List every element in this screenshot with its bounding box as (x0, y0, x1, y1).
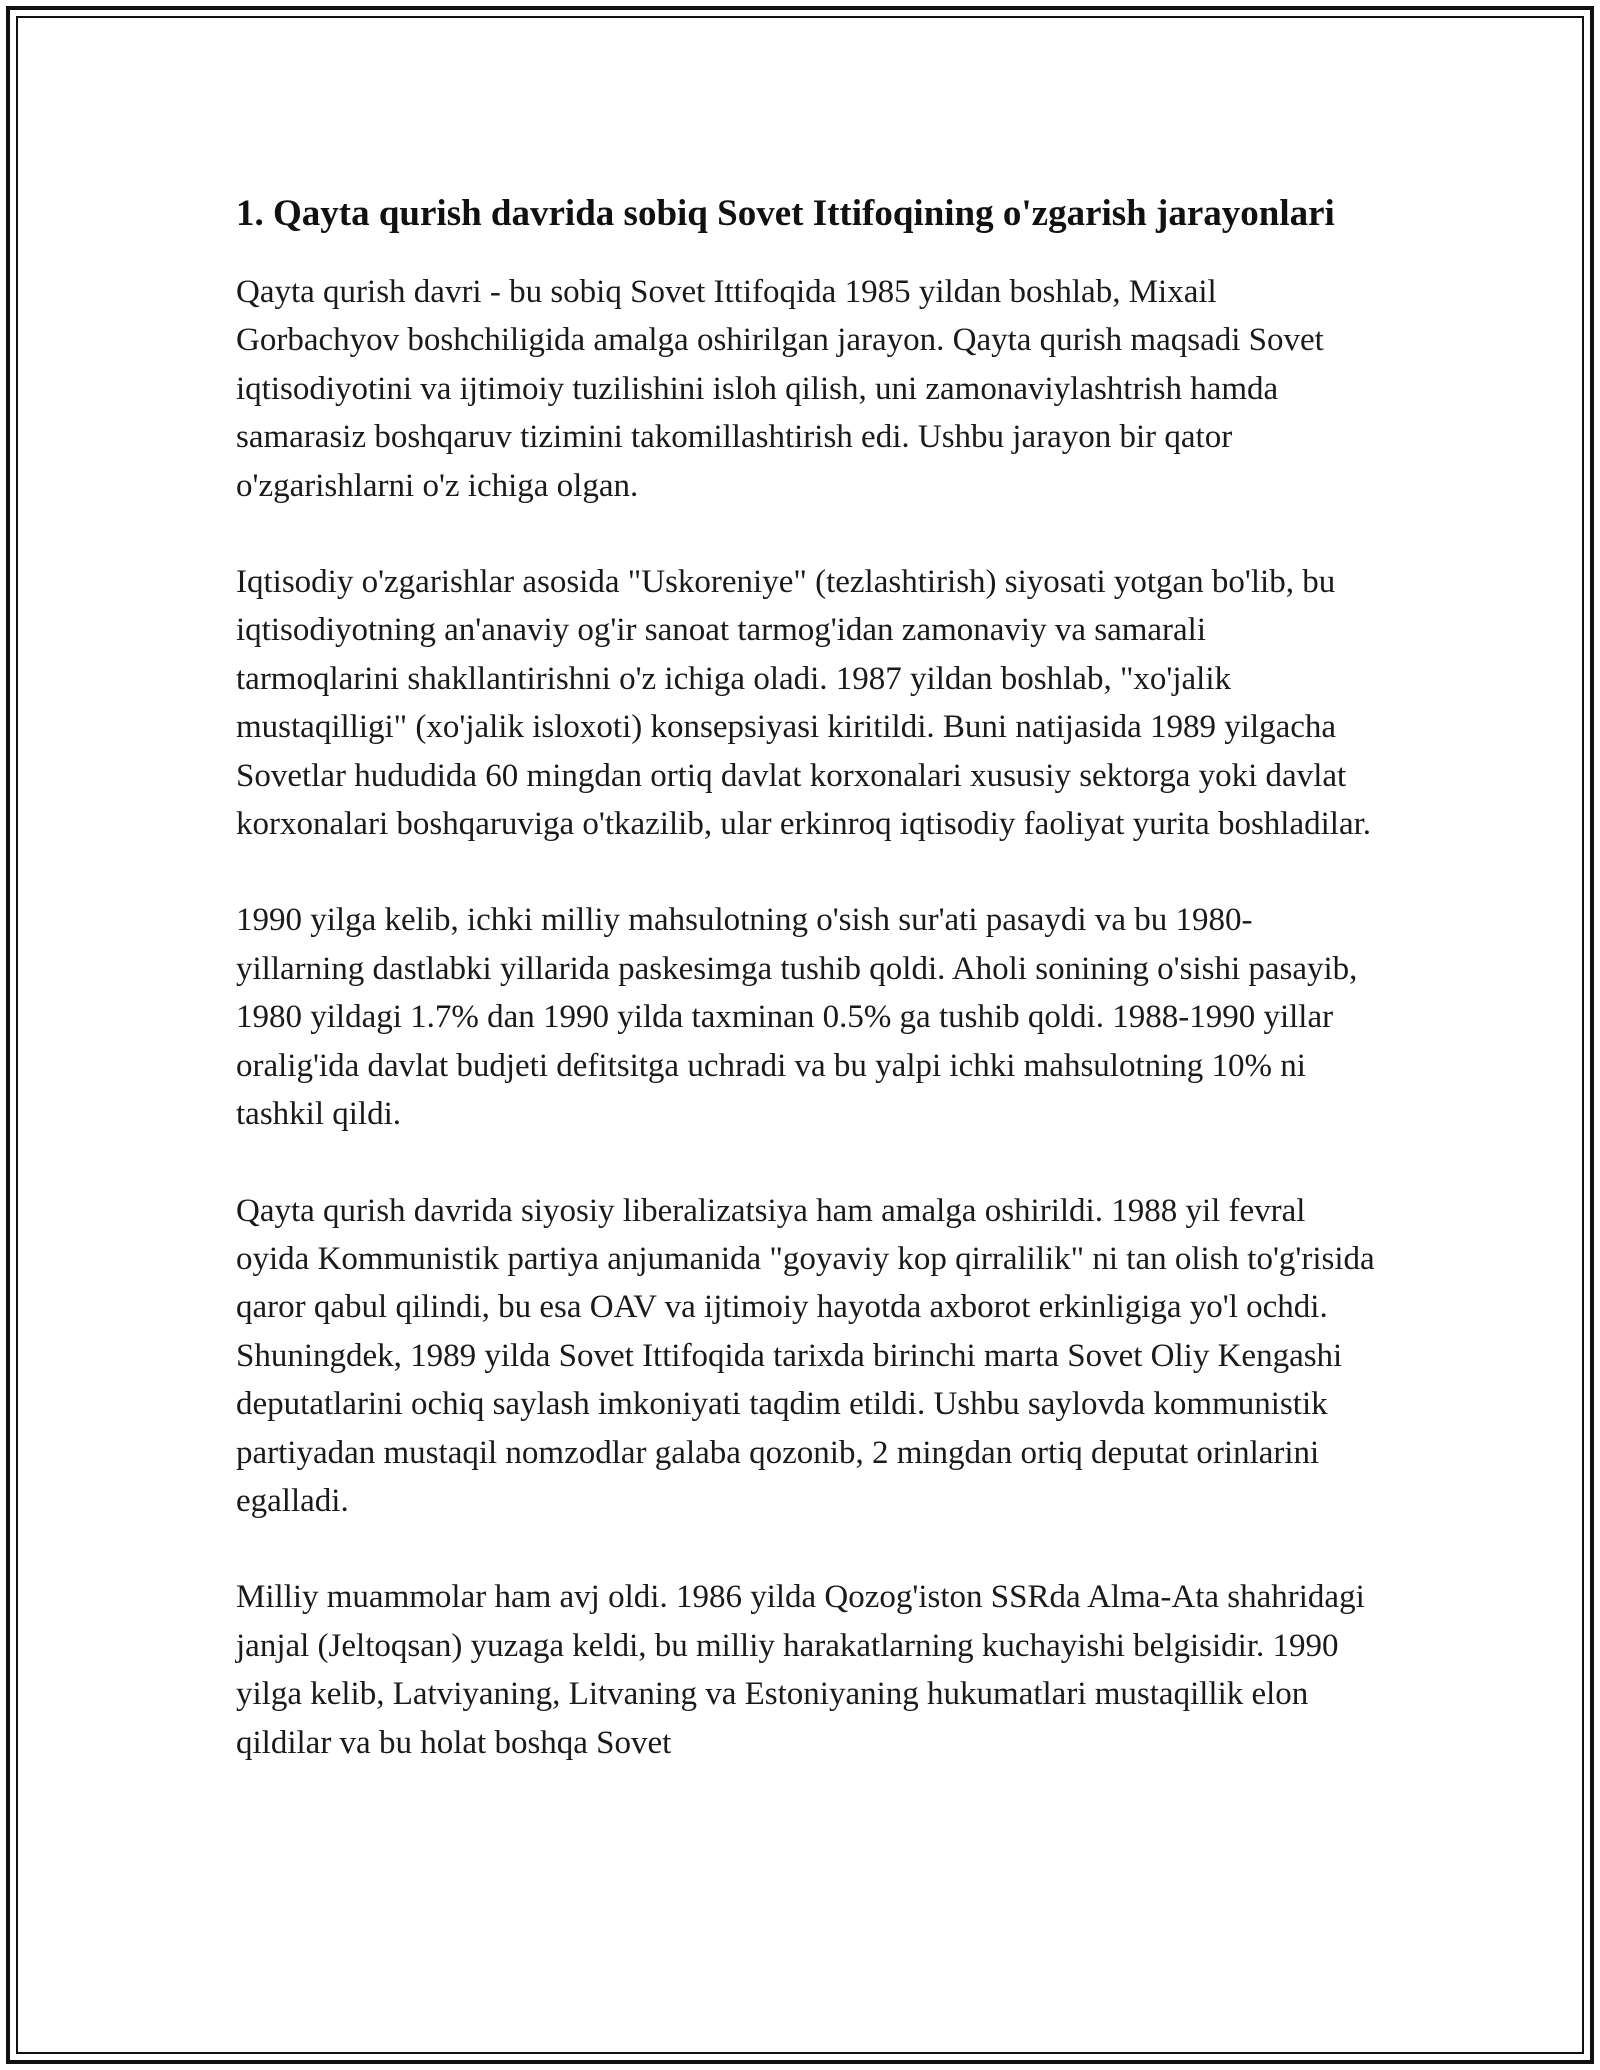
paragraph-5: Milliy muammolar ham avj oldi. 1986 yilda Qozog'iston SSRda Alma-Ata shahridagi janjal (Jeltoqsan) yuzaga keldi, bu milliy harakatlarning kuchayishi belgisidir. 1990 yilga kelib, Latviyaning, Litvaning va Estoniyaning hukumatlari mustaqillik elon qildilar va bu holat boshqa Sovet (236, 1579, 1365, 1761)
paragraph-4: Qayta qurish davrida siyosiy liberalizatsiya ham amalga oshirildi. 1988 yil fevral oyida Kommunistik partiya anjumanida "goyaviy kop qirralilik" ni tan olish to'g'risida qaror qabul qilindi, bu esa OAV va ijtimoiy hayotda axborot erkinligiga yo'l ochdi. Shuningdek, 1989 yilda Sovet Ittifoqida tarixda birinchi marta Sovet Oliy Kengashi deputatlarini ochiq saylash imkoniyati taqdim etildi. Ushbu saylovda kommunistik partiyadan mustaqil nomzodlar galaba qozonib, 2 mingdan ortiq deputat orinlarini egalladi. (236, 1192, 1375, 1519)
paragraph-3: 1990 yilga kelib, ichki milliy mahsulotning o'sish sur'ati pasaydi va bu 1980-yillarning dastlabki yillarida paskesimga tushib qoldi. Aholi sonining o'sishi pasayib, 1980 yildagi 1.7% dan 1990 yilda taxminan 0.5% ga tushib qoldi. 1988-1990 yillar oralig'ida davlat budjeti defitsitga uchradi va bu yalpi ichki mahsulotning 10% ni tashkil qildi. (236, 902, 1358, 1133)
paragraph-1: Qayta qurish davri - bu sobiq Sovet Ittifoqida 1985 yildan boshlab, Mixail Gorbachyov boshchiligida amalga oshirilgan jarayon. Qayta qurish maqsadi Sovet iqtisodiyotini va ijtimoiy tuzilishini isloh qilish, uni zamonaviylashtrish hamda samarasiz boshqaruv tizimini takomillashtirish edi. Ushbu jarayon bir qator o'zgarishlarni o'z ichiga olgan. (236, 274, 1324, 504)
document-body (236, 186, 1376, 1815)
section-heading: 1. Qayta qurish davrida sobiq Sovet Ittifoqining o'zgarish jarayonlari (236, 193, 1335, 234)
paragraph-2: Iqtisodiy o'zgarishlar asosida "Uskoreniye" (tezlashtirish) siyosati yotgan bo'lib, bu iqtisodiyotning an'anaviy og'ir sanoat tarmog'idan zamonaviy va samarali tarmoqlarini shakllantirishni o'z ichiga oladi. 1987 yildan boshlab, "xo'jalik mustaqilligi" (xo'jalik isloxoti) konsepsiyasi kiritildi. Buni natijasida 1989 yilgacha Sovetlar hududida 60 mingdan ortiq davlat korxonalari xususiy sektorga yoki davlat korxonalari boshqaruviga o'tkazilib, ular erkinroq iqtisodiy faoliyat yurita boshladilar. (236, 564, 1372, 843)
